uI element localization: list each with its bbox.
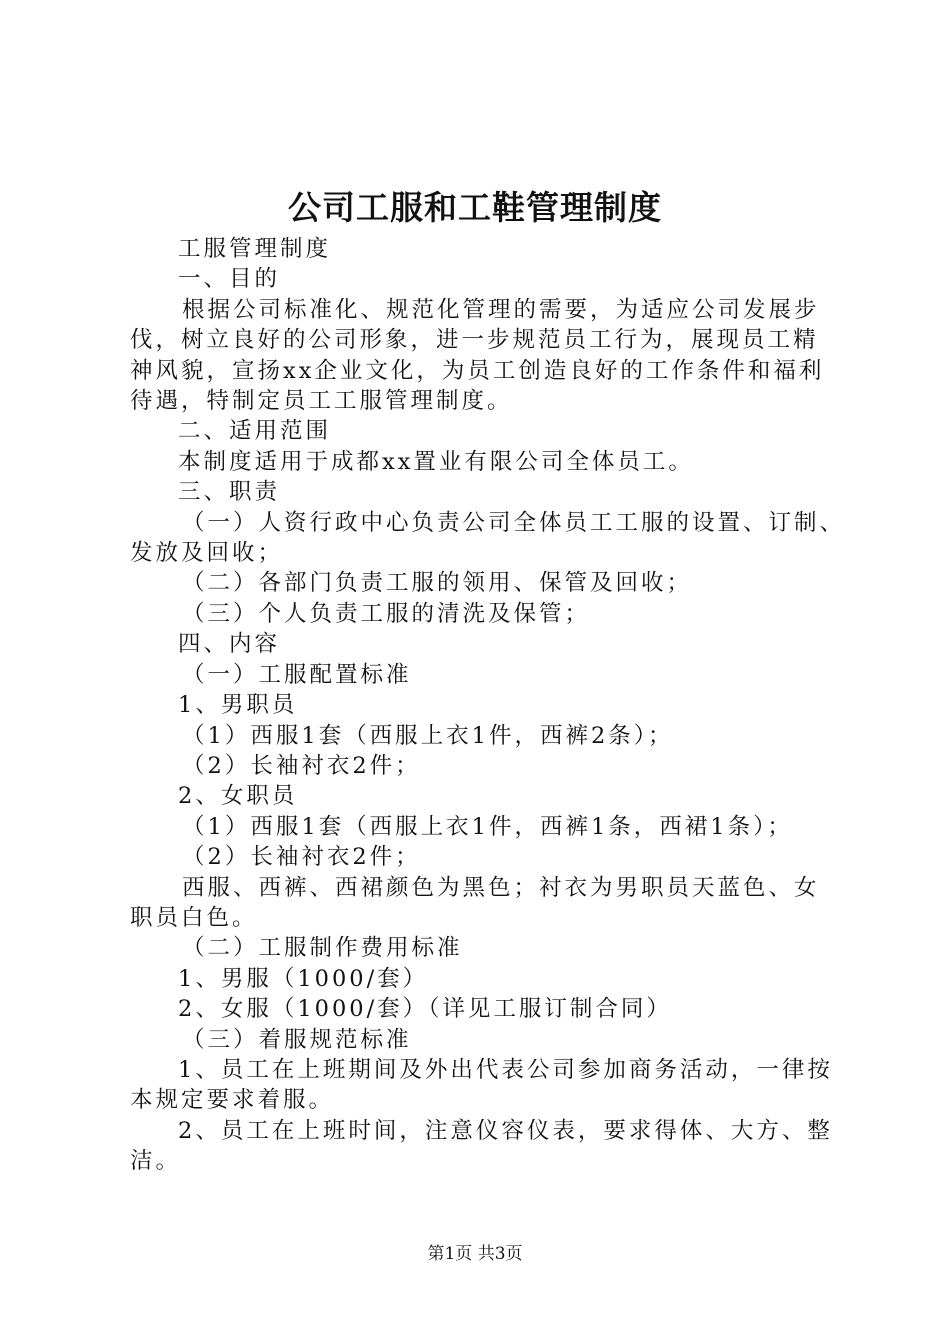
section-heading: 四、内容	[178, 631, 281, 658]
paragraph-line: （三）个人负责工服的清洗及保管；	[182, 600, 591, 627]
subsection-heading: （一）工服配置标准	[182, 661, 412, 688]
paragraph-line: （二）各部门负责工服的领用、保管及回收；	[182, 570, 693, 597]
paragraph-line: 本制度适用于成都xx置业有限公司全体员工。	[178, 448, 694, 475]
section-heading: 三、职责	[178, 479, 281, 506]
paragraph-line: （一）人资行政中心负责公司全体员工工服的设置、订制、	[182, 509, 846, 536]
paragraph-line: 2、员工在上班时间，注意仪容仪表，要求得体、大方、整	[178, 1117, 833, 1144]
list-heading: 1、男职员	[178, 692, 298, 719]
paragraph-line: 神风貌，宣扬xx企业文化，为员工创造良好的工作条件和福利	[130, 357, 825, 384]
list-item: 1、男服（1000/套）	[178, 965, 429, 992]
list-item: 2、女服（1000/套）（详见工服订制合同）	[178, 996, 672, 1023]
section-heading: 二、适用范围	[178, 418, 332, 445]
paragraph-line: 伐，树立良好的公司形象，进一步规范员工行为，展现员工精	[130, 327, 819, 354]
paragraph-line: 1、员工在上班期间及外出代表公司参加商务活动，一律按	[178, 1056, 833, 1083]
subsection-heading: （三）着服规范标准	[182, 1026, 412, 1053]
paragraph-line: 职员白色。	[130, 904, 258, 931]
document-title: 公司工服和工鞋管理制度	[288, 188, 662, 227]
subsection-heading: （二）工服制作费用标准	[182, 935, 463, 962]
section-heading: 工服管理制度	[178, 236, 332, 262]
list-item: （2）长袖衬衣2件；	[182, 844, 421, 871]
section-heading: 一、目的	[178, 266, 281, 293]
paragraph-line: 根据公司标准化、规范化管理的需要，为适应公司发展步	[182, 296, 820, 323]
paragraph-line: 待遇，特制定员工工服管理制度。	[130, 388, 513, 415]
list-item: （2）长袖衬衣2件；	[182, 752, 421, 779]
paragraph-line: 洁。	[130, 1148, 182, 1175]
list-item: （1）西服1套（西服上衣1件，西裤1条，西裙1条）；	[182, 813, 793, 840]
list-item: （1）西服1套（西服上衣1件，西裤2条）；	[182, 722, 674, 749]
list-heading: 2、女职员	[178, 783, 298, 810]
paragraph-line: 发放及回收；	[130, 540, 284, 567]
page-number-footer: 第1页 共3页	[427, 1244, 523, 1264]
document-body	[130, 234, 846, 1177]
paragraph-line: 本规定要求着服。	[130, 1087, 335, 1114]
paragraph-line: 西服、西裤、西裙颜色为黑色；衬衣为男职员天蓝色、女	[182, 874, 820, 901]
